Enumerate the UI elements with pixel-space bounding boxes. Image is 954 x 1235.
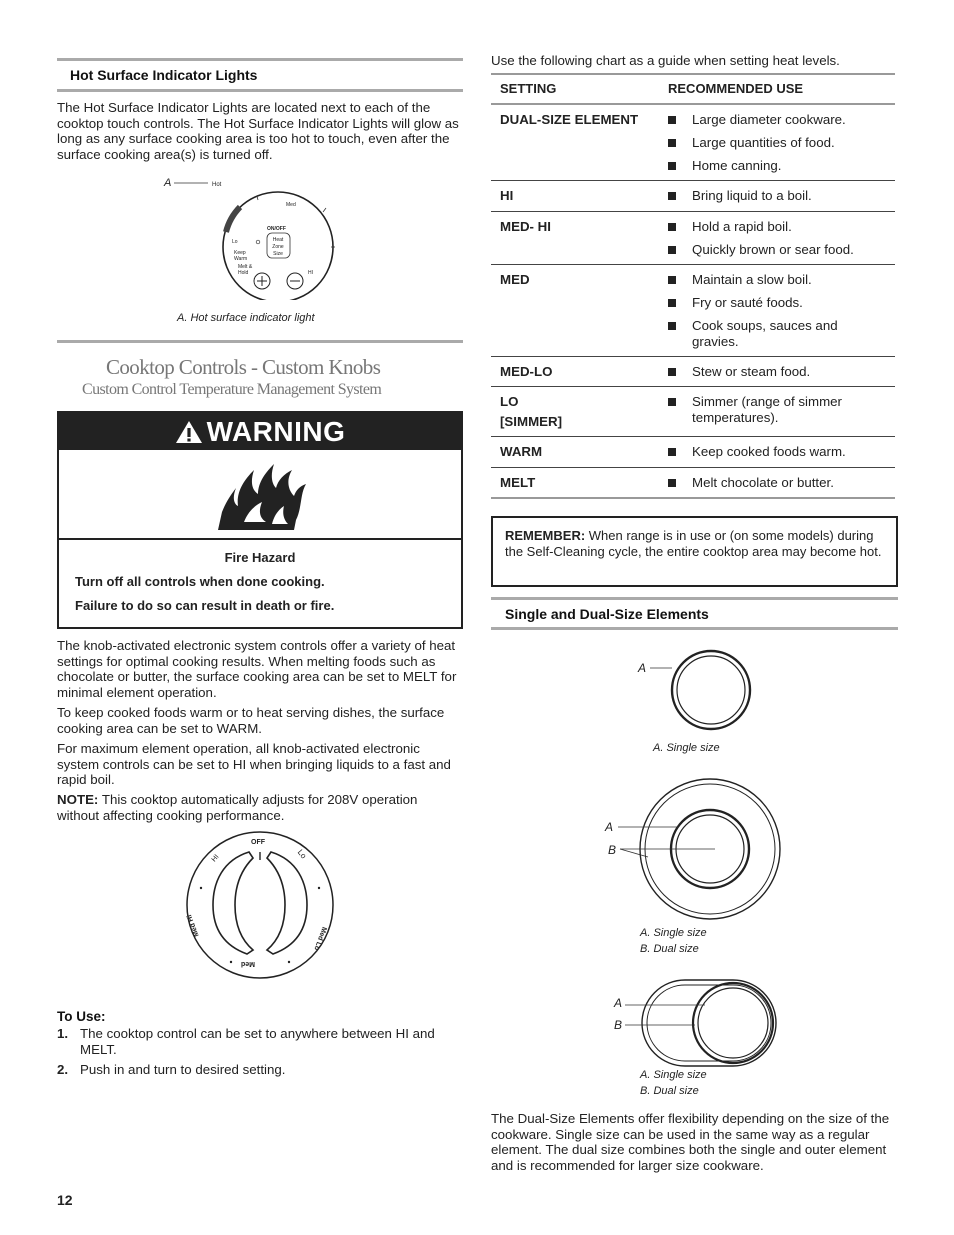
svg-text:Keep: Keep (234, 250, 246, 256)
paragraph-3: For maximum element operation, all knob-activated electronic system controls can be set to HI when bringing liquids to a fast and rapid boil. (57, 741, 451, 788)
use-text: Fry or sauté foods. (692, 295, 803, 311)
square-bullet-icon (668, 246, 676, 254)
use-text: Stew or steam food. (692, 364, 811, 380)
paragraph-1: The knob-activated electronic system controls offer a variety of heat settings for optimal cooking results. When melting foods such as chocolate or butter, the surface cooking area can be set to MELT for minimal element operation. (57, 638, 457, 700)
table-row (491, 265, 895, 357)
fig1-label-a: A (638, 661, 647, 675)
step-1: 1. The cooktop control can be set to anywhere between HI and MELT. (57, 1026, 435, 1057)
square-bullet-icon (668, 192, 676, 200)
setting-cell (491, 387, 659, 437)
warning-header (59, 413, 461, 450)
warning-title: WARNING (206, 415, 346, 447)
table-row (491, 181, 895, 211)
hot-surface-heading: Hot Surface Indicator Lights (70, 67, 258, 83)
knob-med-label: Med (241, 960, 255, 967)
single-element-outer (672, 651, 750, 729)
use-text: Large diameter cookware. (692, 112, 846, 127)
dual-size-closing: The Dual-Size Elements offer flexibility depending on the size of the cookware. Single size can be used in the same way as a regular element. The dual size combines both the single and outer element and is recommended for larger size cookware. (491, 1111, 890, 1173)
use-text: Hold a rapid boil. (692, 218, 792, 234)
setting-label: MED-LO (500, 364, 553, 380)
fig2-label-b: B (608, 843, 617, 857)
on-off-label: ON/OFF (267, 226, 286, 232)
single-element-inner (677, 656, 745, 724)
use-item (668, 295, 886, 310)
warning-triangle-icon (175, 420, 203, 444)
use-text: Simmer (range of simmer temperatures). (692, 394, 842, 425)
bridge-element-single (693, 983, 773, 1063)
warning-line-1: Turn off all controls when done cooking. (75, 574, 325, 589)
setting-cell (491, 104, 659, 181)
setting-cell (491, 437, 659, 467)
use-text: Quickly brown or sear food. (692, 241, 854, 257)
svg-text:Melt &: Melt & (238, 264, 253, 270)
use-text: Bring liquid to a boil. (692, 188, 812, 204)
setting-label: LO (500, 394, 519, 410)
hot-surface-caption: A. Hot surface indicator light (177, 312, 315, 324)
med-label: Med (286, 202, 296, 208)
knob-hi-label: HI (210, 853, 221, 864)
fig3-caption-b: B. Dual size (640, 1085, 699, 1097)
use-item (668, 394, 886, 425)
square-bullet-icon (668, 139, 676, 147)
fig1-caption: A. Single size (653, 742, 720, 754)
elements-bottom-rule (491, 627, 898, 630)
svg-text:Heat: Heat (272, 237, 284, 243)
square-bullet-icon (668, 299, 676, 307)
table-row (491, 104, 895, 181)
fire-icon (214, 460, 309, 532)
use-item (668, 242, 886, 257)
recommended-use-cell (659, 265, 895, 357)
knob-lo-label: Lo (295, 847, 309, 861)
chart-intro: Use the following chart as a guide when setting heat levels. (491, 53, 840, 68)
use-item (668, 475, 886, 490)
hot-label: Hot (212, 182, 222, 188)
fig3-label-b: B (614, 1018, 623, 1032)
note-text: This cooktop automatically adjusts for 208V operation without affecting cooking performance. (57, 792, 418, 823)
setting-label: HI (500, 188, 514, 204)
bridge-element-figure (605, 975, 785, 1070)
to-use-heading: To Use: (57, 1009, 106, 1024)
setting-cell (491, 265, 659, 357)
svg-text:Hold: Hold (238, 270, 249, 276)
lo-label: Lo (232, 239, 238, 245)
table-row (491, 211, 895, 264)
header-recommended-use: RECOMMENDED USE (659, 74, 895, 104)
control-knob-figure (185, 830, 335, 980)
figure-label-a: A (164, 177, 172, 189)
top-rule (57, 58, 463, 61)
setting-cell (491, 181, 659, 211)
square-bullet-icon (668, 116, 676, 124)
recommended-use-cell (659, 437, 895, 467)
hot-surface-text: The Hot Surface Indicator Lights are located next to each of the cooktop touch controls. The Hot Surface Indicator Lights will glow as long as any surface cooking area is too hot to touch, even after the surface cooking area(s) is turned off. (57, 100, 459, 162)
fig2-caption-a: A. Single size (640, 927, 707, 939)
svg-text:Med Lo: Med Lo (312, 925, 328, 952)
square-bullet-icon (668, 162, 676, 170)
section-subtitle: Custom Control Temperature Management System (82, 381, 382, 398)
to-use-steps (57, 1026, 462, 1083)
use-item (668, 188, 886, 203)
use-item (668, 364, 886, 379)
square-bullet-icon (668, 448, 676, 456)
table-row (491, 357, 895, 387)
step-2: 2. Push in and turn to desired setting. (57, 1062, 286, 1078)
use-text: Large quantities of food. (692, 135, 835, 150)
warning-line-2: Failure to do so can result in death or fire. (75, 598, 335, 613)
knob-off-label: OFF (251, 839, 265, 846)
setting-label: MELT (500, 474, 536, 490)
square-bullet-icon (668, 322, 676, 330)
heading-rule (57, 89, 463, 92)
square-bullet-icon (668, 276, 676, 284)
use-text: Maintain a slow boil. (692, 272, 812, 288)
control-panel-figure (150, 170, 350, 300)
fig3-caption-a: A. Single size (640, 1069, 707, 1081)
setting-label: MED (500, 272, 530, 288)
elements-top-rule (491, 597, 898, 600)
recommended-use-cell (659, 181, 895, 211)
warning-box (57, 411, 463, 629)
table-row (491, 437, 895, 467)
recommended-use-cell (659, 357, 895, 387)
recommended-use-cell (659, 467, 895, 498)
use-text: Keep cooked foods warm. (692, 444, 846, 460)
use-text: Home canning. (692, 158, 782, 173)
fig2-label-a: A (605, 820, 614, 834)
dual-element-figure (600, 775, 790, 925)
setting-cell (491, 357, 659, 387)
setting-label: DUAL-SIZE ELEMENT (500, 112, 639, 127)
use-item (668, 219, 886, 234)
svg-text:Med Hi: Med Hi (186, 913, 201, 938)
warning-hazard: Fire Hazard (224, 550, 296, 565)
table-row (491, 387, 895, 437)
setting-cell (491, 467, 659, 498)
single-element-figure (630, 645, 760, 735)
heat-settings-table (491, 73, 895, 499)
table-header-row (491, 74, 895, 104)
table-row (491, 467, 895, 498)
paragraph-2: To keep cooked foods warm or to heat serving dishes, the surface cooking area can be set to WARM. (57, 705, 445, 736)
note-paragraph (57, 792, 463, 823)
svg-text:Size: Size (273, 251, 283, 257)
svg-text:Zone: Zone (272, 244, 284, 250)
setting-cell (491, 211, 659, 264)
square-bullet-icon (668, 398, 676, 406)
square-bullet-icon (668, 479, 676, 487)
use-item (668, 112, 886, 127)
section-title: Cooktop Controls - Custom Knobs (106, 355, 381, 379)
remember-text: When range is in use or (on some models) during the Self-Cleaning cycle, the entire cooktop area may become hot. (505, 528, 882, 560)
fig3-label-a: A (614, 996, 623, 1010)
hi-label: HI (308, 270, 313, 276)
elements-heading: Single and Dual-Size Elements (505, 606, 709, 622)
fig2-caption-b: B. Dual size (640, 943, 699, 955)
svg-text:Warm: Warm (234, 256, 248, 262)
use-item (668, 158, 886, 173)
table-body (491, 104, 895, 498)
setting-label: WARM (500, 444, 543, 460)
square-bullet-icon (668, 223, 676, 231)
setting-label: MED- HI (500, 218, 551, 234)
setting-label: [SIMMER] (500, 414, 563, 430)
remember-box (491, 516, 898, 587)
use-item (668, 444, 886, 459)
section-rule (57, 340, 463, 343)
use-text: Cook soups, sauces and gravies. (692, 318, 838, 349)
use-item (668, 272, 886, 287)
square-bullet-icon (668, 368, 676, 376)
note-label: NOTE: (57, 792, 99, 807)
recommended-use-cell (659, 211, 895, 264)
use-text: Melt chocolate or butter. (692, 474, 834, 490)
header-setting: SETTING (491, 74, 659, 104)
remember-label: REMEMBER: (505, 528, 586, 543)
page-number: 12 (57, 1192, 73, 1208)
hot-surface-indicator-light (226, 207, 240, 232)
recommended-use-cell (659, 104, 895, 181)
use-item (668, 318, 886, 349)
recommended-use-cell (659, 387, 895, 437)
use-item (668, 135, 886, 150)
